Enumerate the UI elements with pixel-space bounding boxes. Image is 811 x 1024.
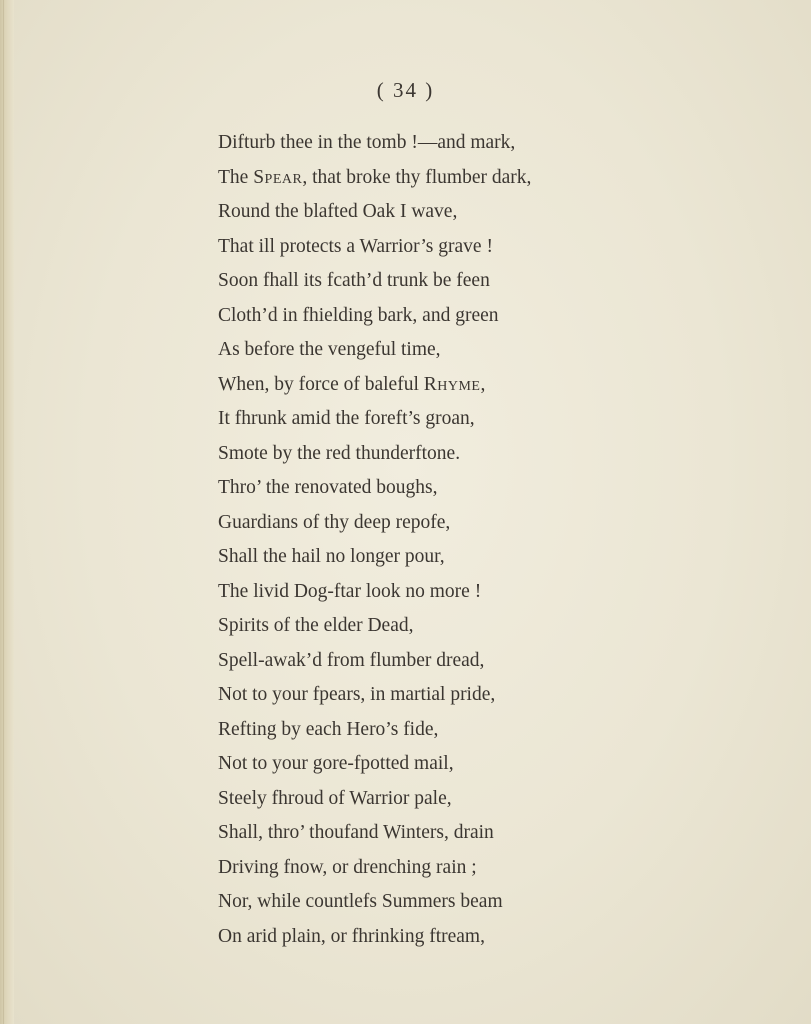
poem-line bbox=[218, 299, 531, 334]
show-through-text bbox=[521, 190, 781, 810]
page-binding-edge bbox=[0, 0, 14, 1024]
line-text: Round the blafted Oak I wave, bbox=[218, 201, 458, 222]
poem-line bbox=[218, 333, 531, 368]
line-text: On arid plain, or fhrinking ftream, bbox=[218, 925, 485, 947]
poem-line bbox=[218, 402, 531, 437]
poem-line bbox=[218, 920, 531, 955]
poem-line bbox=[218, 609, 531, 644]
small-caps-word: Spear bbox=[253, 166, 303, 188]
line-text: Difturb thee in the tomb !—and mark, bbox=[218, 132, 516, 153]
line-text: The livid Dog-ftar look no more ! bbox=[218, 580, 482, 602]
poem-line bbox=[218, 747, 531, 782]
poem-line bbox=[218, 230, 531, 265]
poem-line bbox=[218, 644, 531, 679]
poem-line bbox=[218, 713, 531, 748]
line-text: Steely fhroud of Warrior pale, bbox=[218, 787, 452, 809]
line-text: Spell-awak’d from flumber dread, bbox=[218, 649, 485, 671]
line-text: Shall the hail no longer pour, bbox=[218, 546, 445, 567]
line-text: That ill protects a Warrior’s grave ! bbox=[218, 235, 493, 257]
poem-text bbox=[218, 126, 531, 954]
poem-line bbox=[218, 368, 531, 403]
poem-line bbox=[218, 264, 531, 299]
poem-line bbox=[218, 161, 531, 196]
poem-line bbox=[218, 540, 531, 575]
line-text: Nor, while countlefs Summers beam bbox=[218, 891, 503, 912]
line-text: Refting by each Hero’s fide, bbox=[218, 718, 439, 740]
poem-line bbox=[218, 471, 531, 506]
poem-line bbox=[218, 437, 531, 472]
line-text: When, by force of baleful bbox=[218, 373, 424, 395]
poem-line bbox=[218, 575, 531, 610]
line-text: Shall, thro’ thoufand Winters, drain bbox=[218, 822, 494, 843]
line-text: Spirits of the elder Dead, bbox=[218, 615, 414, 636]
line-text: As before the vengeful time, bbox=[218, 339, 441, 360]
line-text: It fhrunk amid the foreft’s groan, bbox=[218, 408, 475, 429]
page-number: ( 34 ) bbox=[376, 78, 435, 102]
line-text: , bbox=[480, 373, 486, 395]
line-text: Soon fhall its fcath’d trunk be feen bbox=[218, 270, 490, 291]
line-text: Guardians of thy deep repofe, bbox=[218, 511, 451, 533]
poem-line bbox=[218, 195, 531, 230]
line-text: Not to your fpears, in martial pride, bbox=[218, 684, 496, 705]
poem-line bbox=[218, 126, 531, 161]
poem-line bbox=[218, 816, 531, 851]
poem-line bbox=[218, 782, 531, 817]
line-text: Cloth’d in fhielding bark, and green bbox=[218, 304, 499, 326]
line-text: Not to your gore-fpotted mail, bbox=[218, 753, 454, 774]
line-text: Driving fnow, or drenching rain ; bbox=[218, 856, 477, 878]
line-text: Thro’ the renovated boughs, bbox=[218, 477, 438, 498]
poem-line bbox=[218, 506, 531, 541]
poem-line bbox=[218, 678, 531, 713]
line-text: , that broke thy flumber dark, bbox=[302, 166, 532, 188]
poem-line bbox=[218, 885, 531, 920]
line-text: The bbox=[218, 166, 254, 188]
small-caps-word: Rhyme bbox=[423, 373, 481, 395]
line-text: Smote by the red thunderftone. bbox=[218, 442, 461, 464]
poem-line bbox=[218, 851, 531, 886]
